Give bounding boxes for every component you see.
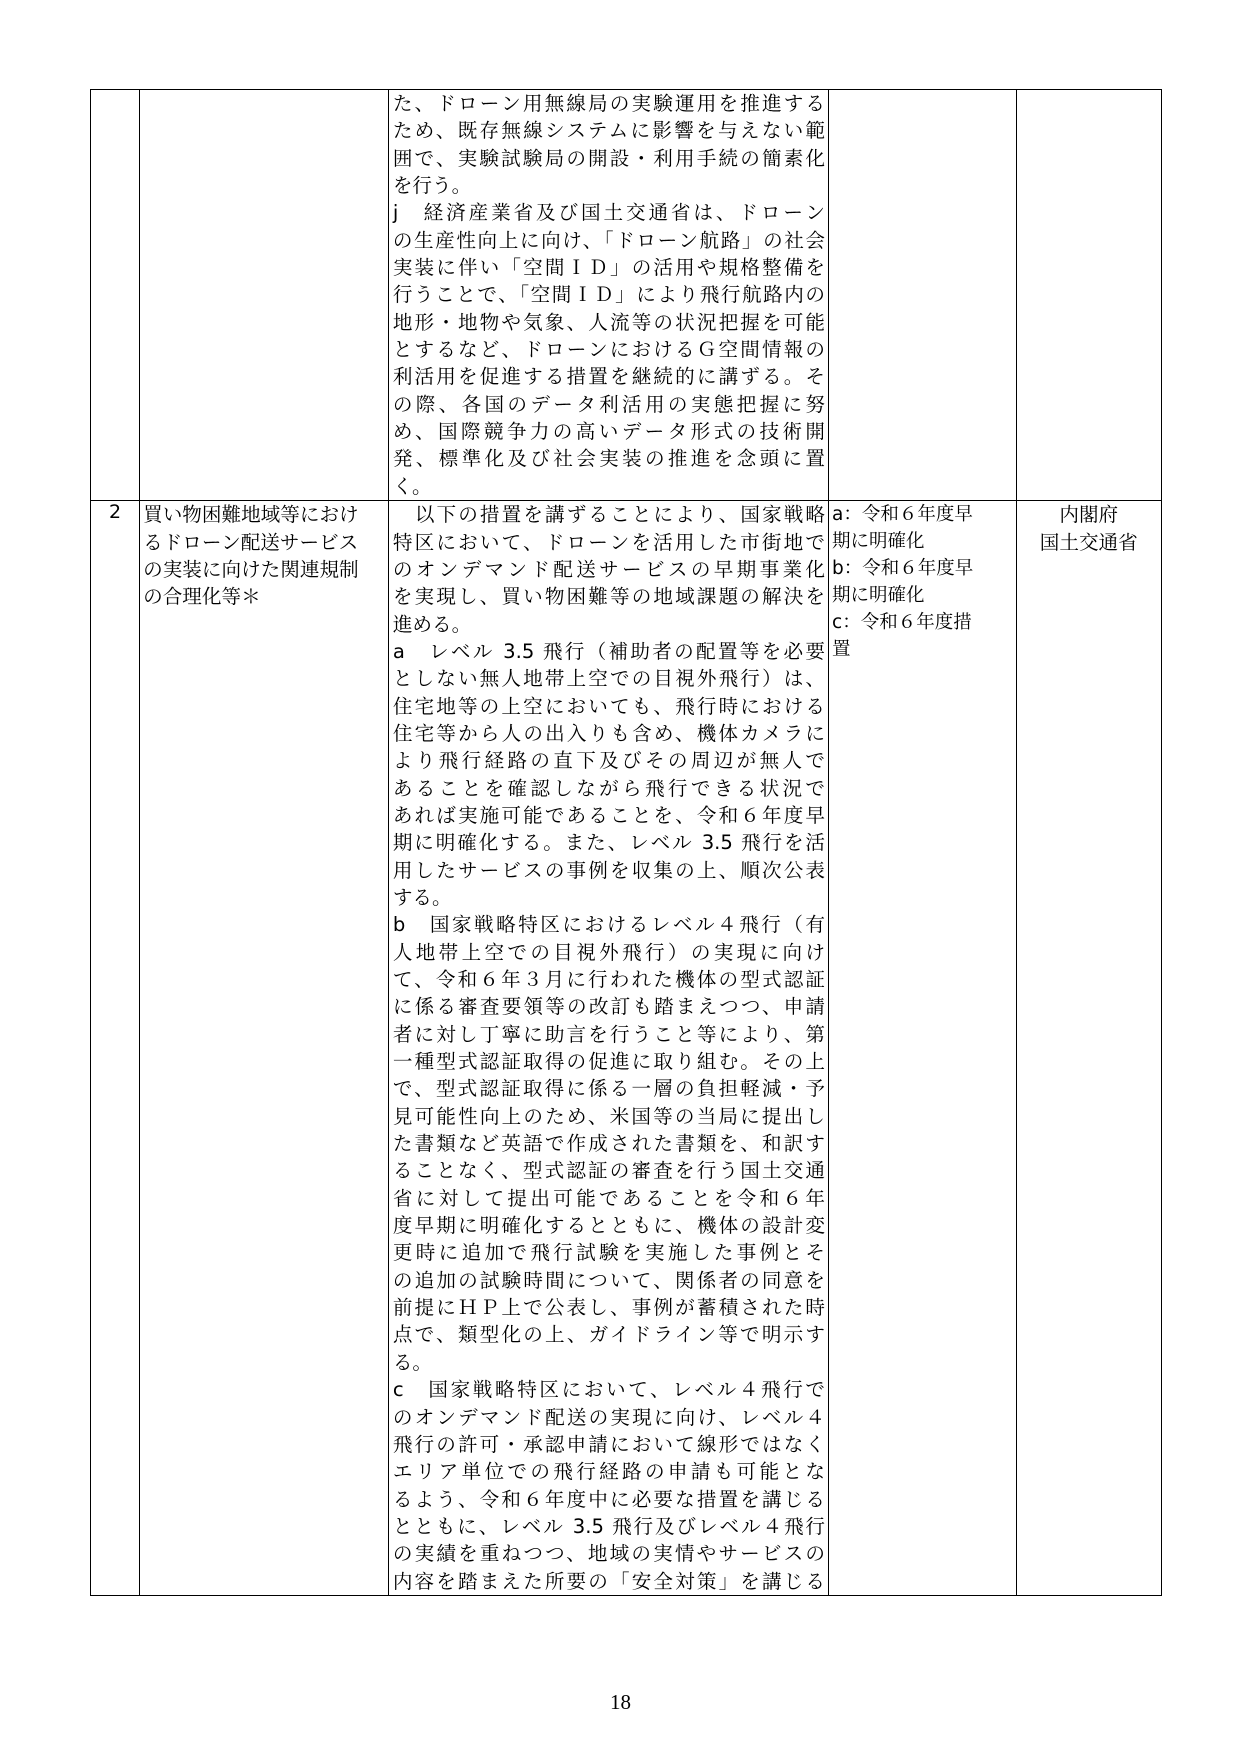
description-line: ため、既存無線システムに影響を与えない範 — [392, 119, 826, 143]
description-line: 特区において、ドローンを活用した市街地で — [392, 530, 826, 554]
description-line: c 国家戦略特区において、レベル４飛行で — [392, 1378, 826, 1402]
description-line: の生産性向上に向け、「ドローン航路」の社会 — [392, 228, 826, 252]
item-line: の合理化等＊ — [143, 585, 261, 609]
row2-timing-cell — [829, 501, 1017, 1596]
item-line: の実装に向けた関連規制 — [143, 557, 359, 581]
description-line: より飛行経路の直下及びその周辺が無人で — [392, 749, 826, 773]
description-line: エリア単位での飛行経路の申請も可能とな — [392, 1460, 826, 1484]
description-line: 見可能性向上のため、米国等の当局に提出し — [392, 1104, 826, 1128]
row1-item-cell — [140, 90, 389, 501]
description-line: る。 — [392, 1350, 432, 1374]
description-line: 点で、類型化の上、ガイドライン等で明示す — [392, 1323, 826, 1347]
description-line: 省に対して提出可能であることを令和６年 — [392, 1186, 826, 1210]
row1-number-cell — [91, 90, 140, 501]
description-line: た書類など英語で作成された書類を、和訳す — [392, 1132, 826, 1156]
ministry-name: 内閣府 — [1059, 503, 1119, 527]
description-line: a レベル 3.5 飛行（補助者の配置等を必要 — [392, 639, 826, 663]
description-line: 用したサービスの事例を収集の上、順次公表 — [392, 858, 826, 882]
item-line: 買い物困難地域等におけ — [143, 503, 359, 527]
description-line: あることを確認しながら飛行できる状況で — [392, 776, 826, 800]
description-line: て、令和６年３月に行われた機体の型式認証 — [392, 968, 826, 991]
row2-item-cell — [140, 501, 389, 1596]
timing-line: b：令和６年度早 — [832, 558, 974, 580]
description-line: 更時に追加で飛行試験を実施した事例とそ — [392, 1241, 826, 1265]
description-line: るよう、令和６年度中に必要な措置を講じる — [392, 1487, 826, 1511]
row1-timing-cell — [829, 90, 1017, 501]
description-line: 利活用を促進する措置を継続的に講ずる。そ — [392, 365, 826, 389]
description-line: としない無人地帯上空での目視外飛行）は、 — [392, 667, 826, 691]
description-line: 囲で、実験試験局の開設・利用手続の簡素化 — [392, 146, 826, 170]
timing-line: c：令和６年度措 — [832, 612, 972, 634]
description-line: 前提にＨＰ上で公表し、事例が蓄積された時 — [392, 1296, 826, 1320]
description-line: 住宅地等の上空においても、飛行時における — [392, 694, 826, 718]
description-line: 行うことで、「空間ＩＤ」により飛行航路内の — [392, 283, 826, 307]
description-line: 進める。 — [392, 612, 472, 636]
page-number: 18 — [610, 1690, 631, 1714]
description-line: の追加の試験時間について、関係者の同意を — [392, 1268, 826, 1292]
description-line: 者に対し丁寧に助言を行うこと等により、第 — [392, 1022, 826, 1046]
regulation-table — [90, 89, 1162, 1596]
ministry-name: 国土交通省 — [1039, 530, 1138, 554]
description-line: のオンデマンド配送の実現に向け、レベル４ — [392, 1405, 826, 1429]
description-line: の実績を重ねつつ、地域の実情やサービスの — [392, 1542, 826, 1566]
description-line: 飛行の許可・承認申請において線形ではなく — [392, 1432, 826, 1456]
row1-ministry-cell — [1016, 90, 1161, 501]
description-line: た、ドローン用無線局の実験運用を推進する — [392, 92, 826, 115]
description-line: を行う。 — [392, 174, 472, 198]
description-line: 人地帯上空での目視外飛行）の実現に向け — [392, 940, 826, 964]
table-row — [91, 501, 1162, 1596]
description-line: を実現し、買い物困難等の地域課題の解決を — [392, 585, 826, 609]
description-line: あれば実施可能であることを、令和６年度早 — [392, 803, 826, 827]
timing-line: 置 — [832, 639, 851, 661]
description-line: のオンデマンド配送サービスの早期事業化 — [392, 557, 826, 581]
timing-line: a：令和６年度早 — [832, 504, 973, 526]
description-line: の際、各国のデータ利活用の実態把握に努 — [392, 392, 826, 416]
row1-description-cell — [388, 90, 828, 501]
description-line: とするなど、ドローンにおけるＧ空間情報の — [392, 338, 826, 362]
row2-ministry-cell — [1016, 501, 1161, 1596]
description-line: 地形・地物や気象、人流等の状況把握を可能 — [392, 310, 826, 334]
description-line: 度早期に明確化するとともに、機体の設計変 — [392, 1214, 826, 1238]
timing-line: 期に明確化 — [832, 585, 925, 607]
description-line: 内容を踏まえた所要の「安全対策」を講じる — [392, 1569, 826, 1593]
description-line: 住宅等から人の出入りも含め、機体カメラに — [392, 721, 826, 745]
description-line: 期に明確化する。また、レベル 3.5 飛行を活 — [392, 831, 826, 855]
description-line: 以下の措置を講ずることにより、国家戦略 — [414, 503, 826, 527]
description-line: で、型式認証取得に係る一層の負担軽減・予 — [392, 1077, 826, 1101]
description-line: 一種型式認証取得の促進に取り組む。その上 — [392, 1050, 826, 1074]
description-line: b 国家戦略特区におけるレベル４飛行（有 — [392, 913, 826, 937]
description-line: とともに、レベル 3.5 飛行及びレベル４飛行 — [392, 1514, 826, 1538]
row-number: 2 — [109, 501, 122, 524]
item-line: るドローン配送サービス — [143, 530, 359, 554]
description-line: 発、標準化及び社会実装の推進を念頭に置 — [392, 447, 826, 471]
description-line: め、国際競争力の高いデータ形式の技術開 — [392, 420, 826, 444]
timing-line: 期に明確化 — [832, 531, 925, 553]
description-line: j 経済産業省及び国土交通省は、ドローン — [392, 201, 826, 225]
row2-description-cell — [388, 501, 828, 1596]
description-line: に係る審査要領等の改訂も踏まえつつ、申請 — [392, 995, 826, 1019]
description-line: 実装に伴い「空間ＩＤ」の活用や規格整備を — [392, 256, 826, 280]
description-line: ることなく、型式認証の審査を行う国土交通 — [392, 1159, 826, 1183]
table-row — [91, 90, 1162, 501]
description-line: く。 — [392, 474, 432, 498]
row2-number-cell — [91, 501, 140, 1596]
description-line: する。 — [392, 885, 452, 909]
